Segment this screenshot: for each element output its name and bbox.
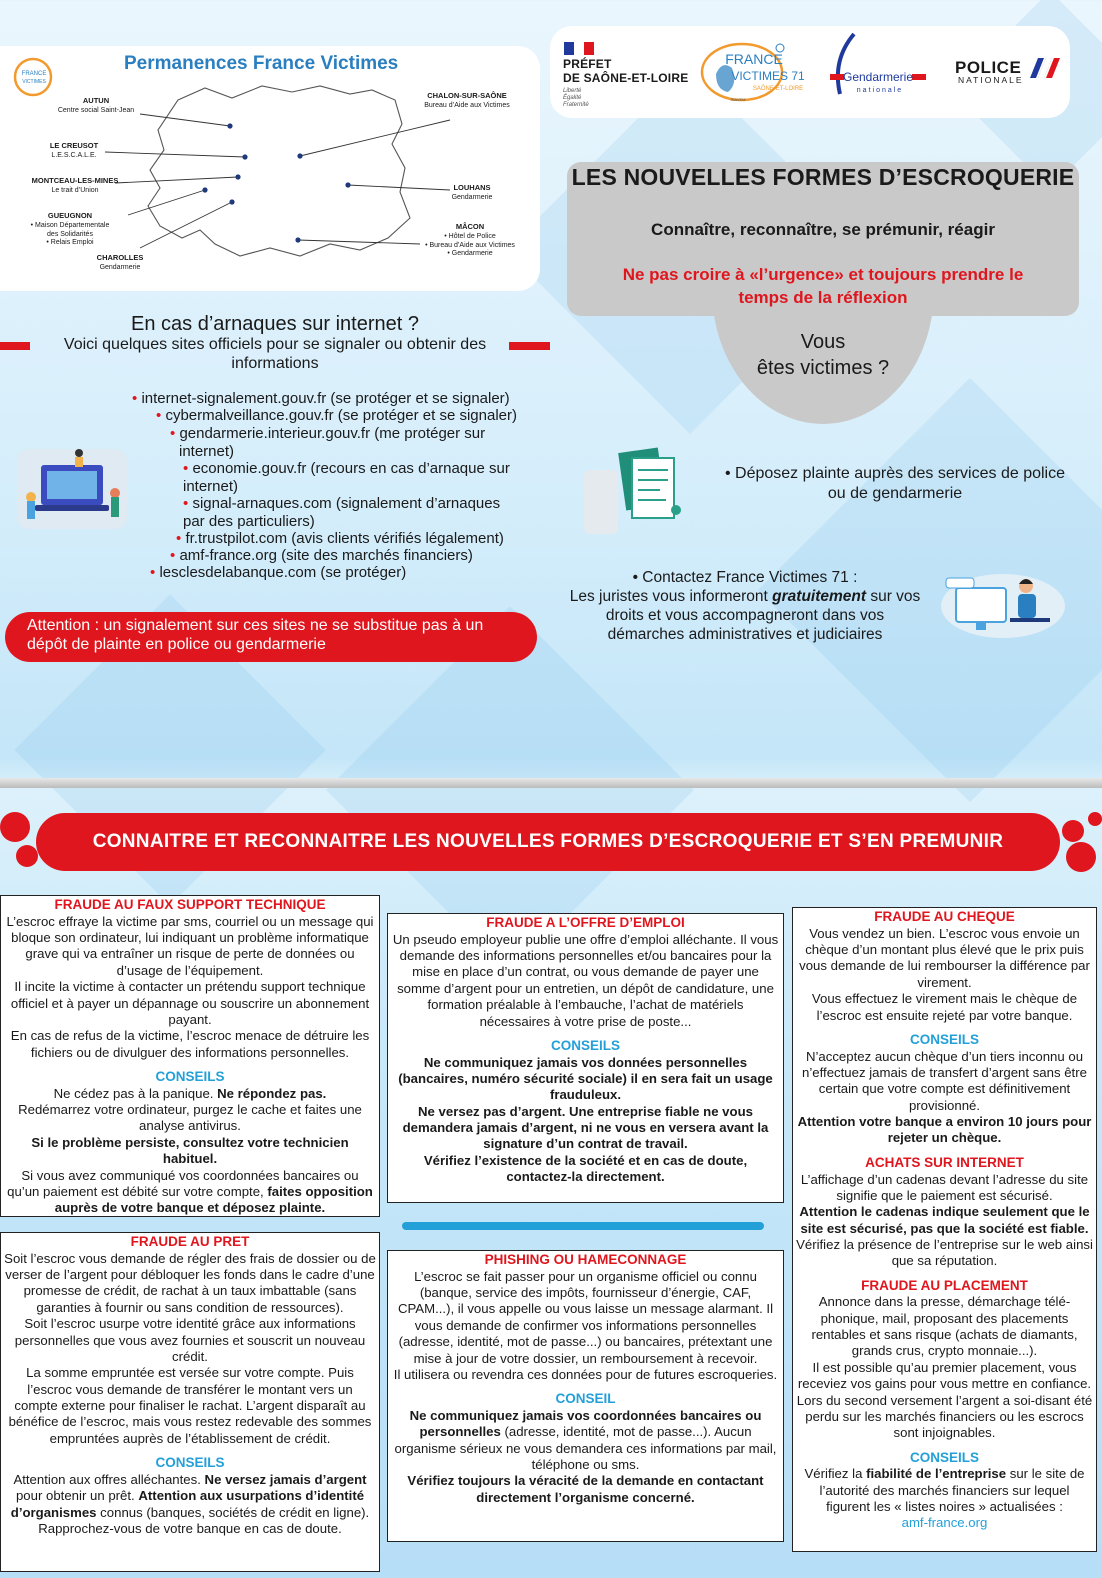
phishing-title: PHISHING OU HAMECONNAGE: [484, 1252, 687, 1267]
site-item: • economie.gouv.fr (recours en cas d’arnaque sur internet): [183, 460, 510, 495]
conseils-heading: CONSEILS: [155, 1455, 225, 1471]
site-link[interactable]: cybermalveillance.gouv.fr (se protéger et se signaler): [165, 407, 517, 424]
documents-illustration: [580, 440, 690, 540]
red-bar-left: [0, 342, 30, 350]
france-victimes-71-logo: [698, 38, 810, 106]
faux-support-box: FRAUDE AU FAUX SUPPORT TECHNIQUE L’escroc effraye la victime par sms, courriel ou un message qui bloque son ordinateur, lui indiquant un problème informatique grave qui va entraîner un risque de perte de données ou d’usage de l’équipement. Il incite la victime à contacter un prétendu support technique officiel et à payer un dépannage ou souscrire un abonnement payant. En cas de refus de la victime, l’escroc menace de détruire les fichiers ou de divulguer des informations personnelles. CONSEILS Ne cédez pas à la panique. Ne répondez pas. Redémarrez votre ordinateur, purgez le cache et faites une analyse antivirus. Si le problème persiste, consultez votre technicien habituel. Si vous avez communiqué vos coordonnées bancaires ou qu’un paiement est débité sur votre compte, faites opposition auprès de votre banque et déposez plainte.: [0, 895, 380, 1217]
sites-heading: En cas d’arnaques sur internet ?: [131, 313, 419, 335]
fraude-placement-title: FRAUDE AU PLACEMENT: [861, 1277, 1028, 1293]
hero-warning: Ne pas croire à «l’urgence» et toujours prendre le temps de la réflexion: [622, 265, 1024, 307]
fv71-line3: SAÔNE-ET-LOIRE: [752, 86, 804, 92]
contact-france-victimes: [566, 568, 924, 644]
official-sites-list: [0, 390, 550, 590]
map-label-macon: MÂCON • Hôtel de Police • Bureau d’Aide aux Victimes • Gendarmerie: [425, 222, 515, 258]
fraude-pret-box: FRAUDE AU PRET Soit l’escroc vous demande de régler des frais de dossier ou de verser de l’argent pour débloquer les fonds dans le cadre d’une promesse de crédit, de rachat à un taux imbattable (sans garanties à fournir ou sans condition de ressources). Soit l’escroc usurpe votre identité grâce aux informations personnelles que vous avez fournies et souscrit un nouveau crédit. La somme empruntée est versée sur votre compte. Puis l’escroc vous demande de transférer le montant vers un compte externe pour finaliser le rachat. L’argent disparaît au bénéfice de l’escroc, mais vous restez redevable des sommes empruntées auprès de l’établissement de crédit. CONSEILS Attention aux offres alléchantes. Ne versez jamais d’argent pour obtenir un prêt. Attention aux usurpations d’identité d’organismes connus (banques, sociétés de crédit en ligne). Rapprochez-vous de votre banque en cas de doute.: [0, 1232, 380, 1572]
site-item: • gendarmerie.interieur.gouv.fr (me protéger sur internet): [170, 425, 486, 460]
hero-subtitle: Connaître, reconnaître, se prémunir, réagir: [651, 220, 995, 239]
map-label-autun: AUTUN Centre social Saint-Jean: [57, 96, 135, 114]
gendarmerie-line2: nationale: [856, 87, 904, 94]
conseils-heading: CONSEILS: [550, 1037, 620, 1053]
fv71-line2: VICTIMES 71: [731, 69, 805, 83]
amf-link[interactable]: amf-france.org: [901, 1515, 988, 1531]
cheque-placement-box: FRAUDE AU CHEQUE Vous vendez un bien. L’escroc vous envoie un chèque d’un montant plus élevé que le prix puis vous demande de lui rembourser la différence par virement. Vous effectuez le virement mais le chèque de l’escroc est ensuite rejeté par votre banque. CONSEILS N’acceptez aucun chèque d’un tiers inconnu ou n’effectuez jamais de transfert d’argent sans être certain que votre compte est définitivement provisionné. Attention votre banque a environ 10 jours pour rejeter un chèque. ACHATS SUR INTERNET L’affichage d’un cadenas devant l’adresse du site signifie que le paiement est sécurisé. Attention le cadenas indique seulement que le site est sécurisé, pas que la société est fiable. Vérifiez la présence de l’entreprise sur le web ainsi que sa réputation. FRAUDE AU PLACEMENT Annonce dans la presse, démarchage télé-phonique, mail, proposant des placements rentables et sans risque (achats de diamants, grands crus, crypto monnaie...). Il est possible qu’au premier placement, vous receviez vos gains pour vous mettre en confiance. Lors du second versement l’argent a soi-disant été perdu sur les marchés financiers ou les escrocs sont injoignables. CONSEILS Vérifiez la fiabilité de l’entreprise sur le site de l’autorité des marchés financiers sur lequel figurent les « listes noires » actualisées : amf-france.org: [792, 907, 1097, 1552]
person-at-computer-illustration: [940, 568, 1066, 638]
decor-bubble: [1066, 842, 1096, 872]
faux-support-title: FRAUDE AU FAUX SUPPORT TECHNIQUE: [54, 897, 326, 912]
site-item: • signal-arnaques.com (signalement d’arnaques par des particuliers): [183, 495, 501, 530]
fv71-line1: FRANCE: [725, 51, 783, 67]
site-link[interactable]: internet-signalement.gouv.fr (se protéger et se signaler): [141, 390, 510, 407]
map-label-chalon: CHALON-SUR-SAÔNE Bureau d’Aide aux Victimes: [424, 91, 510, 109]
police-nationale-sub: NATIONALE: [958, 75, 1024, 85]
offre-emploi-box: FRAUDE A L’OFFRE D’EMPLOI Un pseudo employeur publie une offre d’emploi alléchante. Il vous demande des informations personnelles et/ou bancaires pour la mise en place d’un contrat, ou vous demande de payer une somme d’argent pour un entretien, un dépôt de candidature, une formation préalable à l’embauche, l’achat de matériels nécessaires à votre prise de poste... CONSEILS Ne communiquez jamais vos données personnelles (bancaires, numéro sécurité sociale) il en sera fait un usage frauduleux. Ne versez pas d’argent. Une entreprise fiable ne vous demandera jamais d’argent, ni ne vous en versera avant la signature d’un contrat de travail. Vérifiez l’existence de la société et en cas de doute, contactez-la directement.: [387, 913, 784, 1203]
site-link[interactable]: signal-arnaques.com (signalement d’arnaques: [192, 495, 501, 512]
map-title: Permanences France Victimes: [124, 53, 399, 74]
site-item: • fr.trustpilot.com (avis clients vérifiés légalement): [176, 530, 504, 547]
fraude-pret-title: FRAUDE AU PRET: [130, 1234, 250, 1249]
depot-plainte-text: • Déposez plainte auprès des services de police ou de gendarmerie: [724, 465, 1065, 503]
site-link[interactable]: amf-france.org (site des marchés financiers): [179, 547, 473, 564]
map-label-charolles: CHAROLLES Gendarmerie: [96, 253, 144, 271]
department-outline: [148, 86, 410, 256]
conseils-heading: CONSEILS: [909, 1031, 979, 1047]
decor-bubble: [1088, 812, 1102, 826]
phishing-box: PHISHING OU HAMECONNAGE L’escroc se fait passer pour un organisme officiel ou connu (banque, service des impôts, fournisseur d’énergie, CAF, CPAM...), il vous appelle ou vous laisse un message alarmant. Il vous demande de confirmer vos informations personnelles (adresse, identité, mot de passe...) ou bancaires, prétextant une mise à jour de votre dossier, un remboursement à recevoir. Il utilisera ou revendra ces données pour de futures escroqueries. CONSEIL Ne communiquez jamais vos coordonnées bancaires ou personnelles (adresse, identité, mot de passe...). Aucun organisme sérieux ne vous demandera ces informations par mail, téléphone ou sms. Vérifiez toujours la véracité de la demande en contactant directement l’organisme concerné.: [387, 1250, 784, 1542]
site-item: • lesclesdelabanque.com (se protéger): [150, 564, 407, 581]
site-link[interactable]: gendarmerie.interieur.gouv.fr (me protéger sur: [179, 425, 486, 442]
conseils-heading: CONSEILS: [155, 1068, 225, 1084]
map-label-le-creusot: LE CREUSOT L.E.S.C.A.L.E.: [49, 141, 99, 159]
prefet-motto: Liberté Égalité Fraternité: [563, 88, 589, 108]
map-label-gueugnon: GUEUGNON • Maison Départementale des Solidarités • Relais Emploi: [30, 211, 110, 247]
police-stripes-icon: [1030, 58, 1060, 78]
section-banner: CONNAITRE ET RECONNAITRE LES NOUVELLES FORMES D’ESCROQUERIE ET S’EN PREMUNIR: [36, 813, 1060, 871]
site-item: • amf-france.org (site des marchés financiers): [170, 547, 473, 564]
decor-bubble: [16, 845, 38, 867]
hero-victims-question: Vous êtes victimes ?: [756, 331, 890, 379]
hero-title: LES NOUVELLES FORMES D’ESCROQUERIE: [571, 164, 1075, 190]
site-link[interactable]: lesclesdelabanque.com (se protéger): [159, 564, 407, 581]
contact-body: Les juristes vous informeront gratuitement sur vos droits et vous accompagneront dans vos démarches administratives et judiciaires: [569, 588, 921, 644]
page-fold-divider: [0, 778, 1102, 788]
offre-emploi-title: FRAUDE A L’OFFRE D’EMPLOI: [486, 915, 685, 930]
blue-separator: [402, 1222, 764, 1230]
achats-internet-title: ACHATS SUR INTERNET: [865, 1154, 1024, 1170]
map-label-montceau: MONTCEAU-LES-MINES Le trait d’Union: [31, 176, 119, 194]
site-link[interactable]: economie.gouv.fr (recours en cas d’arnaque sur: [192, 460, 510, 477]
fv-small-line2: VICTIMES: [22, 79, 46, 85]
fv71-badge: INAVEM: [730, 97, 746, 102]
gendarmerie-line1: Gendarmerie: [842, 70, 914, 84]
fraude-cheque-title: FRAUDE AU CHEQUE: [874, 909, 1015, 924]
prefet-logo-text: PRÉFET DE SAÔNE-ET-LOIRE: [563, 57, 689, 85]
marianne-flag-icon: [564, 42, 594, 55]
conseils-heading: CONSEILS: [909, 1449, 979, 1465]
decor-bubble: [1062, 820, 1084, 842]
site-link[interactable]: fr.trustpilot.com (avis clients vérifiés légalement): [185, 530, 504, 547]
gendarmerie-logo: [828, 30, 938, 100]
decor-bubble: [0, 812, 30, 842]
map-label-louhans: LOUHANS Gendarmerie: [451, 183, 493, 201]
police-nationale-logo-text: POLICE: [955, 58, 1022, 77]
site-item: • internet-signalement.gouv.fr (se protéger et se signaler): [132, 390, 510, 407]
site-item: • cybermalveillance.gouv.fr (se protéger et se signaler): [156, 407, 517, 424]
conseil-heading: CONSEIL: [555, 1391, 616, 1407]
sites-subheading: Voici quelques sites officiels pour se signaler ou obtenir des informations: [63, 336, 487, 372]
contact-title: • Contactez France Victimes 71 :: [632, 569, 858, 586]
fv-small-line1: FRANCE: [21, 71, 47, 77]
attention-banner: Attention : un signalement sur ces sites ne se substitue pas à un dépôt de plainte en police ou gendarmerie: [5, 612, 537, 662]
